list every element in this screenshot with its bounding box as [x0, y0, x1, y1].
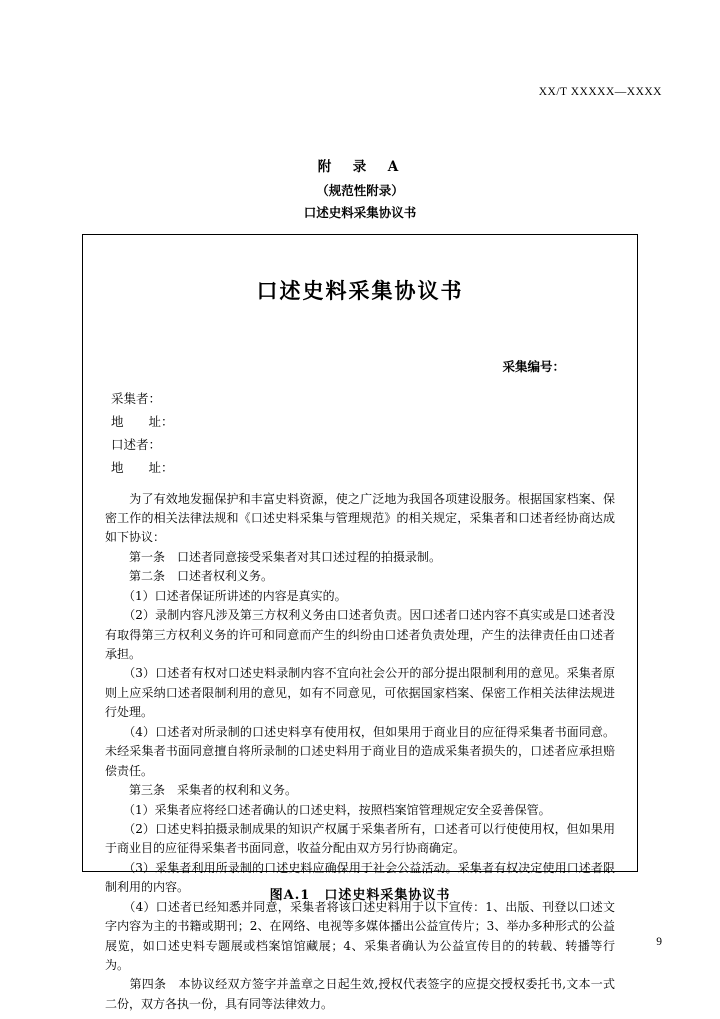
figure-caption: 图A.1 口述史料采集协议书	[269, 888, 451, 903]
annex-subtitle: （规范性附录）	[316, 182, 404, 198]
paragraph: 第四条 本协议经双方签字并盖章之日起生效,授权代表签字的应提交授权委托书,文本一式二份，双方各执一份，具有同等法律效力。	[105, 977, 615, 1011]
paragraph: （4）口述者对所录制的口述史料享有使用权，但如果用于商业目的应征得采集者书面同意。未经采集者书面同意擅自将所录制的口述史料用于商业目的造成采集者损失的，口述者应承担赔偿责任。	[105, 724, 615, 778]
paragraph: 第二条 口述者权利义务。	[105, 569, 274, 584]
page-number: 9	[656, 936, 662, 948]
paragraph: 第一条 口述者同意接受采集者对其口述过程的拍摄录制。	[105, 549, 442, 564]
agreement-title: 口述史料采集协议书	[256, 278, 464, 303]
paragraph: （2）录制内容凡涉及第三方权利义务由口述者负责。因口述者口述内容不真实或是口述者没有取得第三方权利义务的许可和同意而产生的纠纷由口述者负责处理，产生的法律责任由口述者承担。	[105, 608, 615, 661]
paragraph: 为了有效地发掘保护和丰富史料资源，使之广泛地为我国各项建设服务。根据国家档案、保密工作的相关法律法规和《口述史料采集与管理规范》的相关规定，采集者和口述者经协商达成如下协议：	[105, 491, 615, 545]
paragraph: （1）口述者保证所讲述的内容是真实的。	[105, 588, 347, 603]
field-narrator: 口述者：	[111, 437, 162, 453]
standard-code-header: XX/T XXXXX—XXXX	[538, 86, 662, 98]
annex-heading-block	[0, 156, 720, 223]
party-fields	[83, 387, 637, 480]
paragraph: （4）口述者已经知悉并同意，采集者将该口述史料用于以下宣传：1、出版、刊登以口述文字内容为主的书籍或期刊；2、在网络、电视等多媒体播出公益宣传片；3、举办多种形式的公益展览，如口述史料专题展或档案馆馆藏展；4、采集者确认为公益宣传目的的转载、转播等行为。	[105, 899, 615, 972]
annex-name: 口述史料采集协议书	[303, 204, 417, 220]
paragraph: （3）采集者利用所录制的口述史料应确保用于社会公益活动。采集者有权决定使用口述者限制利用的内容。	[105, 860, 615, 895]
collect-number-label: 采集编号：	[502, 359, 565, 374]
paragraph: 第三条 采集者的权利和义务。	[105, 783, 298, 798]
field-collector: 采集者：	[111, 391, 162, 406]
field-narrator-address: 地 址：	[111, 460, 174, 476]
paragraph: （1）采集者应将经口述者确认的口述史料，按照档案馆管理规定安全妥善保管。	[105, 802, 551, 817]
field-collector-address: 地 址：	[111, 414, 174, 430]
annex-title: 附 录 A	[317, 159, 403, 175]
paragraph: （2）口述史料拍摄录制成果的知识产权属于采集者所有，口述者可以行使使用权，但如果用于商业目的应征得采集者书面同意，收益分配由双方另行协商确定。	[105, 821, 615, 856]
paragraph: （3）口述者有权对口述史料录制内容不宜向社会公开的部分提出限制利用的意见。采集者原则上应采纳口述者限制利用的意见，如有不同意见，可依据国家档案、保密工作相关法律法规进行处理。	[105, 666, 615, 720]
agreement-body	[83, 490, 637, 1015]
